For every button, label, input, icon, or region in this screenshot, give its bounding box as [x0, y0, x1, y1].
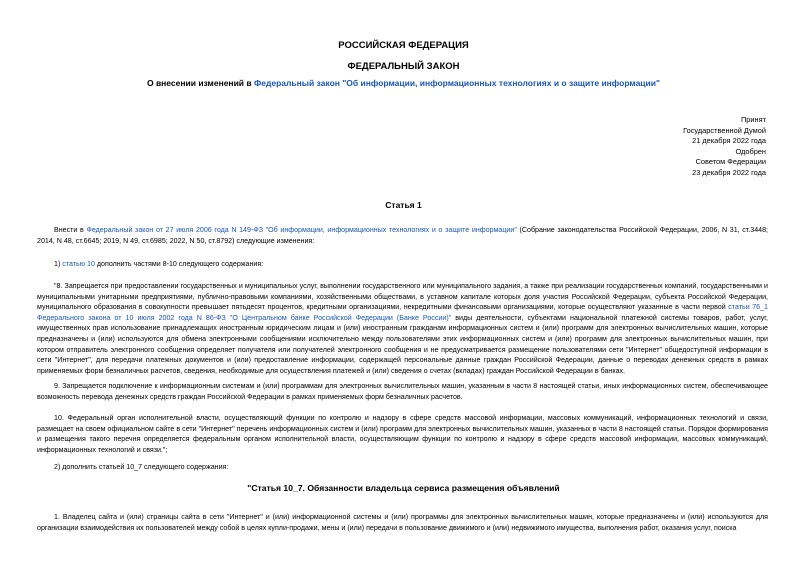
article-1-title: Статья 1: [385, 200, 422, 210]
item-1: [37, 259, 768, 270]
article-10-7-title: "Статья 10_7. Обязанности владельца сервиса размещения объявлений: [247, 483, 560, 493]
item-1-text: дополнить частями 8-10 следующего содержания:: [94, 260, 264, 268]
paragraph-8-text: виды деятельности, субъектами национальной платежной системы товаров, работ, услуг, имущественных прав использование принадлежащих иностранным юридическим лицам и (или) иностранным гражданам информационных систем и (или) программ для электронных вычислительных машин, которые предназначены и (или) используются для обмена электронными сообщениями исключительно между пользователями этих информационных систем и (или) программ для электронных вычислительных машин, при котором отправитель электронного сообщения определяет получателя или получателей электронного сообщения и не предусматривается размещение пользователями сети "Интернет" общедоступной информации в сети "Интернет", для передачи платежных документов и (или) предоставление информации, содержащей персональные данные граждан Российской Федерации, данные о переводах денежных средств в рамках применяемых форм безналичных расчетов, сведения, необходимые для осуществления платежей и (или) сведения о счетах (вкладах) граждан Российской Федерации в банках.: [37, 313, 768, 375]
approval-line: Советом Федерации: [695, 157, 766, 167]
adoption-block: [683, 115, 766, 179]
item-1-number: 1): [54, 260, 63, 268]
law-title: [0, 78, 807, 88]
article-1-intro: [37, 225, 768, 246]
article-10-link[interactable]: статью 10: [62, 260, 95, 268]
item-2: 2) дополнить статьей 10_7 следующего содержания:: [54, 463, 229, 471]
federal-law-149-link[interactable]: Федеральный закон от 27 июля 2006 года N 149-ФЗ "Об информации, информационных технологиях и о защите информации": [86, 226, 517, 234]
article-10-7-paragraph-1: 1. Владелец сайта и (или) страницы сайта в сети "Интернет" и (или) информационной системы и (или) программы для электронных вычислительных машин, которые предназначены и (или) используются для организации взаимодействия их пользователей между собой в целях купли-продажи, мены и (или) передачи в пользование движимого и (или) недвижимого имущества, выполнения работ, оказания услуг, поиска: [37, 513, 768, 532]
paragraph-8-text: "8. Запрещается при предоставлении государственных и муниципальных услуг, выполнении государственного или муниципального задания, а также при реализации государственных компаний, государственными и муниципальными унитарными предприятиями, публично-правовыми компаниями, хозяйственными обществами, в уставном капитале которых доля участия Российской Федерации, субъекта Российской Федерации, муниципального образования в совокупности превышает пятьдесят процентов, кредитными организациями, некредитными финансовыми организациями, которые осуществляют указанные в части первой: [37, 282, 768, 312]
adoption-line: Принят: [740, 115, 766, 124]
amended-law-link[interactable]: Федеральный закон "Об информации, информационных технологиях и о защите информации": [253, 78, 661, 88]
adoption-line: Государственной Думой: [683, 125, 766, 135]
paragraph-9: 9. Запрещается подключение к информационным системам и (или) программам для электронных вычислительных машин, указанным в части 8 настоящей статьи, иных информационных систем, обеспечивающее возможность перевода денежных средств граждан Российской Федерации в рамках применяемых форм безналичных расчетов.: [37, 382, 768, 401]
document-type-heading: ФЕДЕРАЛЬНЫЙ ЗАКОН: [347, 61, 460, 72]
intro-text: Внести в: [54, 226, 87, 234]
adoption-line: 21 декабря 2022 года: [692, 136, 766, 146]
country-heading: РОССИЙСКАЯ ФЕДЕРАЦИЯ: [338, 40, 469, 51]
paragraph-8: [37, 281, 768, 376]
law-title-prefix: О внесении изменений в: [146, 78, 254, 88]
paragraph-10: 10. Федеральный орган исполнительной власти, осуществляющий функции по контролю и надзору в сфере средств массовой информации, массовых коммуникаций, информационных технологий и связи, размещает на своем официальном сайте в сети "Интернет" перечень информационных систем и (или) программ для электронных вычислительных машин, указанных в части 8 настоящей статьи. Порядок формирования и размещения такого перечня определяется федеральным органом исполнительной власти, осуществляющим функции по контролю и надзору в сфере средств массовой информации, массовых коммуникаций, информационных технологий и связи.";: [37, 414, 768, 454]
approval-line: Одобрен: [735, 146, 766, 156]
article-76-1-link[interactable]: статьи 76_1 Федерального закона от 10 июля 2002 года N 86-ФЗ "О Центральном банке Российской Федерации (Банке России)": [37, 303, 768, 322]
intro-text: (Собрание законодательства Российской Федерации, 2006, N 31, ст.3448; 2014, N 48, ст.6645; 2019, N 49, ст.6985; 2022, N 50, ст.8792) следующие изменения:: [37, 226, 768, 245]
approval-line: 23 декабря 2022 года: [692, 167, 766, 177]
